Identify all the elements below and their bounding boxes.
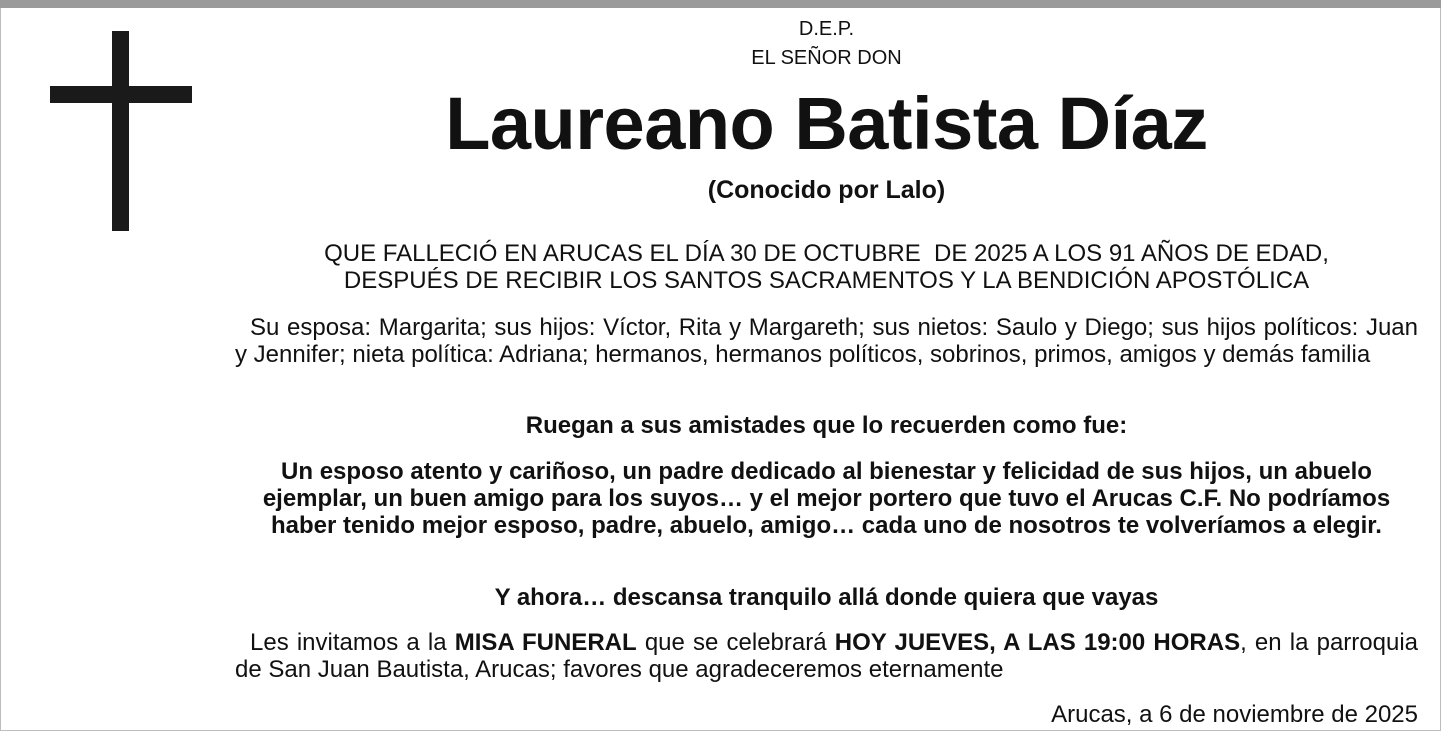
request-heading: Ruegan a sus amistades que lo recuerden como fue: bbox=[525, 412, 1128, 439]
title-prefix: EL SEÑOR DON bbox=[751, 47, 902, 69]
mass-label: MISA FUNERAL bbox=[454, 629, 637, 656]
mass-text-2: que se celebrará bbox=[636, 629, 835, 656]
cross-horizontal-bar bbox=[50, 86, 192, 103]
mass-time: HOY JUEVES, A LAS 19:00 HORAS bbox=[834, 629, 1241, 656]
family-text: Su esposa: Margarita; sus hijos: Víctor, Rita y Margareth; sus nietos: Saulo y Diego; sus hijos políticos: Juan y Jennifer; nieta política: Adriana; hermanos, hermanos políticos, sobrinos, primos, amigos y demás familia bbox=[235, 314, 1418, 368]
top-border bbox=[0, 0, 1441, 8]
mass-text-1: Les invitamos a la bbox=[250, 629, 455, 656]
place-date: Arucas, a 6 de noviembre de 2025 bbox=[1051, 701, 1418, 728]
cross-vertical-bar bbox=[112, 31, 129, 231]
cross-icon bbox=[50, 31, 192, 231]
family-paragraph bbox=[235, 314, 1418, 368]
funeral-mass-paragraph bbox=[235, 629, 1418, 683]
deceased-name: Laureano Batista Díaz bbox=[445, 82, 1208, 165]
death-statement-line1: QUE FALLECIÓ EN ARUCAS EL DÍA 30 DE OCTUBRE DE 2025 A LOS 91 AÑOS DE EDAD, bbox=[324, 240, 1329, 267]
death-statement bbox=[235, 240, 1418, 294]
farewell-line: Y ahora… descansa tranquilo allá donde quiera que vayas bbox=[494, 584, 1159, 611]
mass-text-3: , en la parroquia de San Juan Bautista, Arucas; favores que agradeceremos eternamente bbox=[235, 629, 1418, 683]
tribute-paragraph: Un esposo atento y cariñoso, un padre dedicado al bienestar y felicidad de sus hijos, un abuelo ejemplar, un buen amigo para los suyos… y el mejor portero que tuvo el Arucas C.F. No podríamos haber tenido mejor esposo, padre, abuelo, amigo… cada uno de nosotros te volveríamos a elegir. bbox=[262, 458, 1391, 539]
dep-label: D.E.P. bbox=[798, 18, 855, 40]
death-statement-line2: DESPUÉS DE RECIBIR LOS SANTOS SACRAMENTOS Y LA BENDICIÓN APOSTÓLICA bbox=[343, 267, 1310, 294]
deceased-alias: (Conocido por Lalo) bbox=[707, 176, 946, 204]
